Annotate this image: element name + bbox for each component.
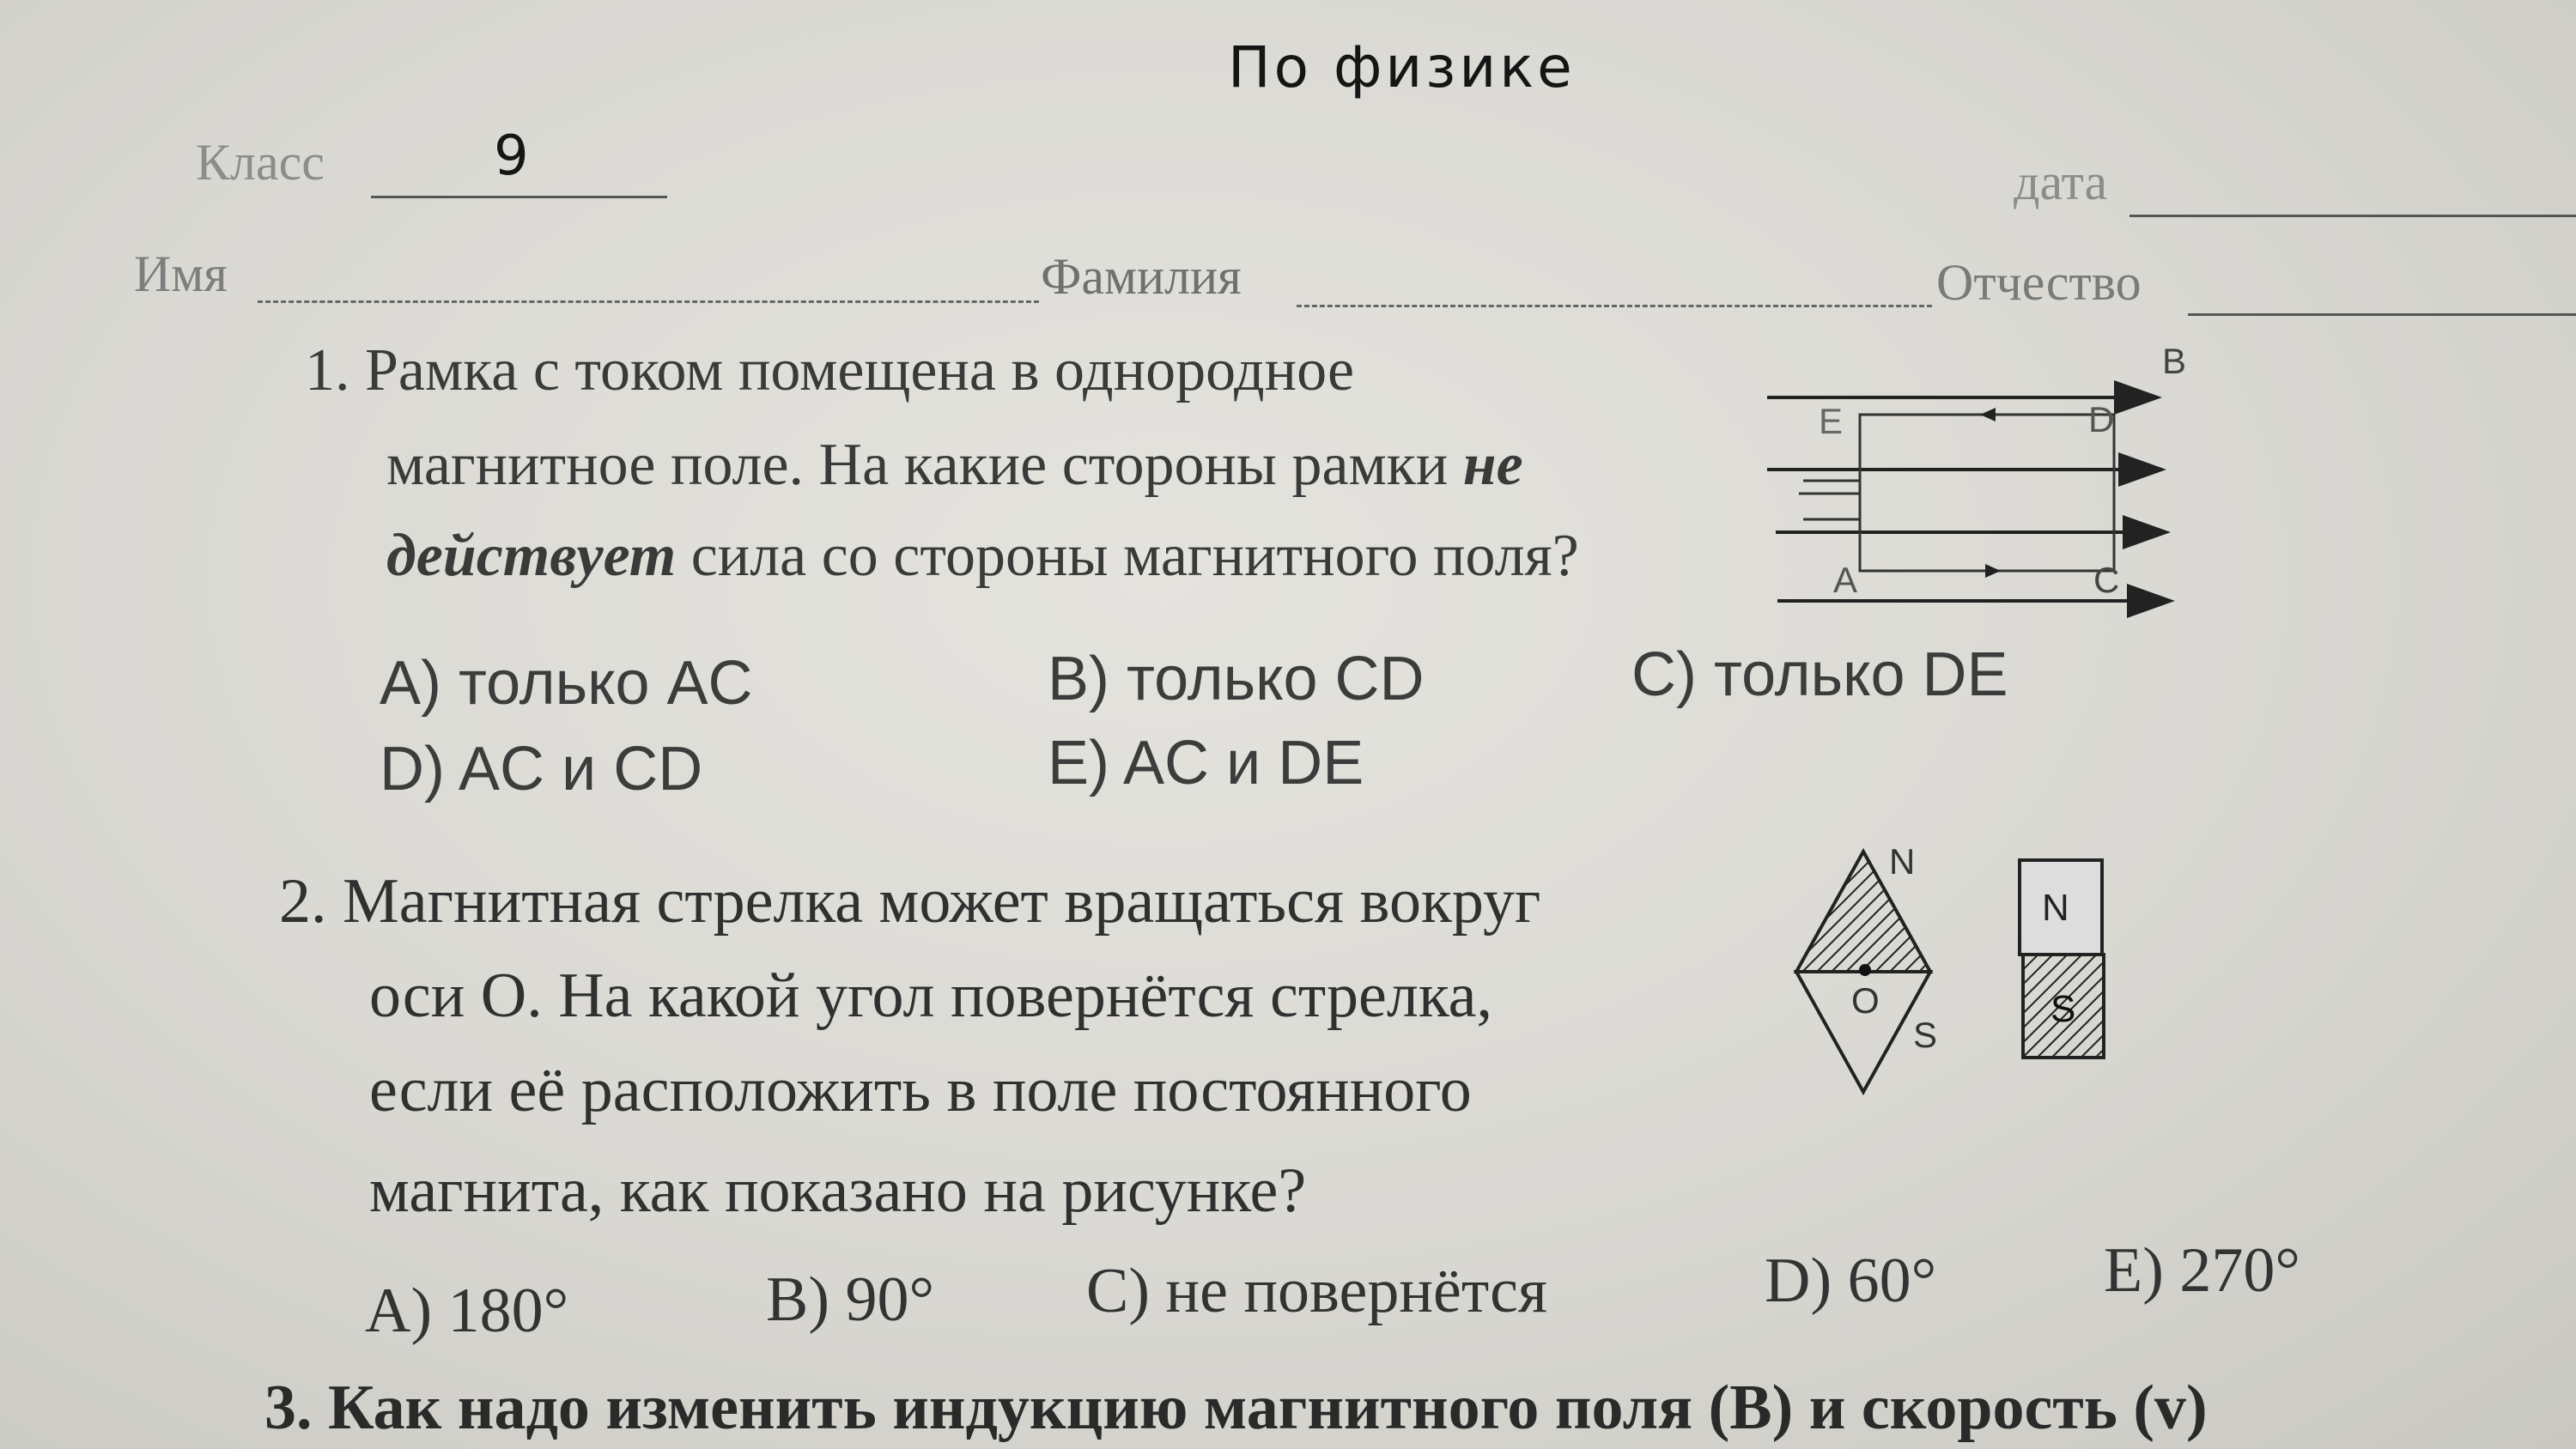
q1-line-2-text: магнитное поле. На какие стороны рамки bbox=[386, 432, 1449, 498]
q2-line-1: 2. Магнитная стрелка может вращаться вокруг bbox=[279, 866, 1541, 937]
q2-answer-b[interactable]: B) 90° bbox=[766, 1264, 935, 1335]
current-arrow-bottom bbox=[1985, 564, 2001, 578]
magnet-label-s: S bbox=[2050, 988, 2076, 1030]
class-underline bbox=[371, 196, 667, 198]
q2-line-4: магнита, как показано на рисунке? bbox=[369, 1155, 1307, 1226]
needle-label-o: O bbox=[1851, 980, 1880, 1021]
surname-field[interactable] bbox=[1297, 305, 1932, 307]
q1-line-2 bbox=[386, 431, 1523, 500]
q2-answer-a[interactable]: A) 180° bbox=[365, 1276, 569, 1346]
q2-answer-c[interactable]: C) не повернётся bbox=[1086, 1256, 1547, 1326]
date-field[interactable] bbox=[2129, 215, 2576, 217]
needle-axis bbox=[1859, 964, 1871, 976]
class-label: Класс bbox=[196, 134, 325, 191]
q1-figure bbox=[1752, 330, 2198, 622]
label-b: B bbox=[2162, 341, 2187, 381]
patronymic-field[interactable] bbox=[2188, 313, 2576, 316]
label-d: D bbox=[2088, 399, 2115, 440]
name-field[interactable] bbox=[258, 300, 1039, 303]
patronymic-label: Отчество bbox=[1936, 254, 2142, 311]
current-loop bbox=[1860, 415, 2114, 571]
magnet-label-n: N bbox=[2042, 887, 2069, 929]
class-value[interactable]: 9 bbox=[494, 124, 529, 188]
page-title: По физике bbox=[1228, 34, 1576, 100]
date-label: дата bbox=[2014, 154, 2108, 210]
label-e: E bbox=[1819, 401, 1844, 441]
q1-emphasis-ne: не bbox=[1462, 432, 1523, 498]
q1-answer-c[interactable]: C) только DE bbox=[1631, 640, 2008, 709]
label-c: C bbox=[2093, 560, 2120, 600]
q1-line-1: 1. Рамка с током помещена в однородное bbox=[305, 337, 1355, 403]
q2-figure bbox=[1786, 841, 2147, 1116]
q2-answer-e[interactable]: E) 270° bbox=[2104, 1235, 2300, 1306]
q1-answer-e[interactable]: E) AC и DE bbox=[1048, 729, 1364, 797]
q2-line-2: оси O. На какой угол повернётся стрелка, bbox=[369, 961, 1493, 1031]
current-arrow-top bbox=[1980, 408, 1996, 421]
q3-line-1: 3. Как надо изменить индукцию магнитного поля (B) и скорость (v) bbox=[264, 1373, 2208, 1443]
label-a: A bbox=[1833, 560, 1858, 600]
q1-answer-d[interactable]: D) AC и CD bbox=[380, 735, 703, 803]
q1-line-3-text: сила со стороны магнитного поля? bbox=[690, 523, 1579, 589]
q2-answer-d[interactable]: D) 60° bbox=[1765, 1246, 1937, 1316]
needle-label-s: S bbox=[1913, 1015, 1938, 1055]
q1-emphasis-deistvuet: действует bbox=[386, 523, 677, 589]
q2-line-3: если её расположить в поле постоянного bbox=[369, 1055, 1472, 1125]
q1-answer-b[interactable]: B) только CD bbox=[1048, 645, 1425, 713]
q1-line-3 bbox=[386, 522, 1579, 591]
surname-label: Фамилия bbox=[1041, 248, 1242, 305]
needle-label-n: N bbox=[1889, 841, 1916, 882]
q1-answer-a[interactable]: A) только AC bbox=[380, 649, 753, 718]
name-label: Имя bbox=[134, 246, 228, 302]
